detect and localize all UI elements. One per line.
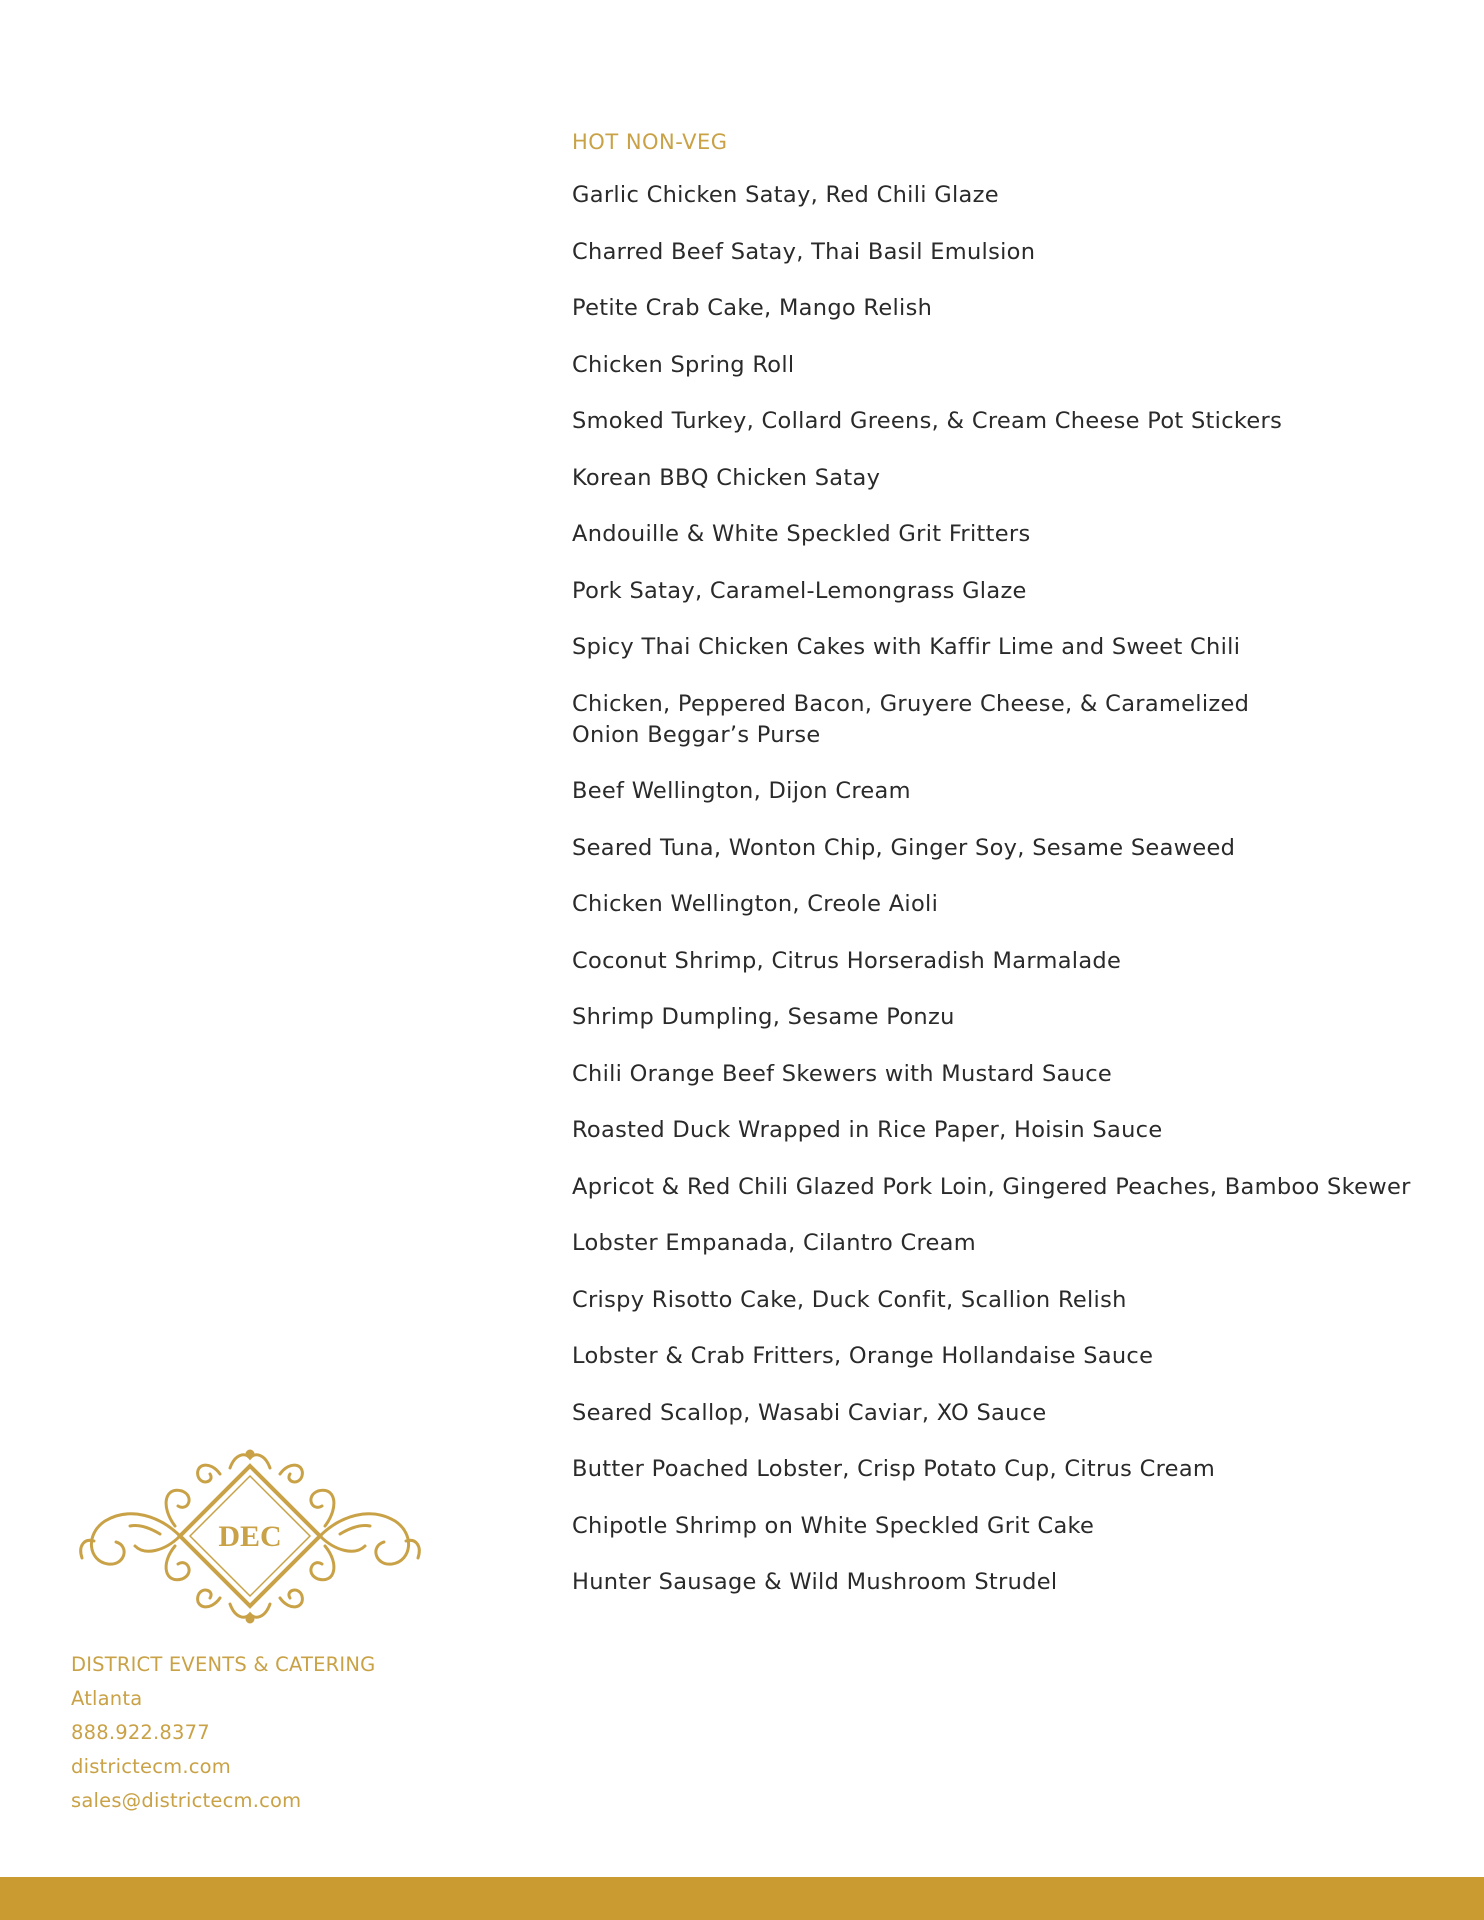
menu-item: Roasted Duck Wrapped in Rice Paper, Hoisin Sauce: [572, 1117, 1163, 1143]
menu-item: Lobster & Crab Fritters, Orange Hollandaise Sauce: [572, 1343, 1154, 1369]
menu-item: Hunter Sausage & Wild Mushroom Strudel: [572, 1569, 1058, 1595]
menu-item: Pork Satay, Caramel-Lemongrass Glaze: [572, 577, 1027, 604]
menu-item-list: [572, 180, 1432, 1598]
menu-item: Chicken Wellington, Creole Aioli: [572, 891, 939, 917]
phone[interactable]: 888.922.8377: [71, 1721, 210, 1744]
website[interactable]: districtecm.com: [71, 1755, 231, 1778]
email[interactable]: sales@districtecm.com: [71, 1789, 302, 1812]
dec-logo: [70, 1446, 430, 1626]
menu-item: Seared Tuna, Wonton Chip, Ginger Soy, Sesame Seaweed: [572, 834, 1236, 861]
menu-item: Beef Wellington, Dijon Cream: [572, 778, 911, 804]
menu-item: Coconut Shrimp, Citrus Horseradish Marmalade: [572, 947, 1122, 974]
menu-item: Butter Poached Lobster, Crisp Potato Cup, Citrus Cream: [572, 1456, 1216, 1482]
menu-item: Seared Scallop, Wasabi Caviar, XO Sauce: [572, 1399, 1047, 1426]
menu-item: Chicken, Peppered Bacon, Gruyere Cheese, & Caramelized Onion Beggar’s Purse: [572, 690, 1250, 748]
menu-item: Smoked Turkey, Collard Greens, & Cream Cheese Pot Stickers: [572, 408, 1283, 434]
menu-item: Garlic Chicken Satay, Red Chili Glaze: [572, 182, 999, 208]
menu-item: Apricot & Red Chili Glazed Pork Loin, Gingered Peaches, Bamboo Skewer: [572, 1173, 1411, 1200]
menu-item: Chicken Spring Roll: [572, 351, 795, 378]
menu-item: Crispy Risotto Cake, Duck Confit, Scallion Relish: [572, 1286, 1127, 1313]
menu-item: Korean BBQ Chicken Satay: [572, 464, 881, 491]
menu-item: Charred Beef Satay, Thai Basil Emulsion: [572, 238, 1036, 265]
menu-item: Spicy Thai Chicken Cakes with Kaffir Lime and Sweet Chili: [572, 634, 1241, 660]
menu-item: Shrimp Dumpling, Sesame Ponzu: [572, 1004, 955, 1030]
menu-item: Chipotle Shrimp on White Speckled Grit Cake: [572, 1512, 1095, 1539]
footer-bar: [0, 1877, 1484, 1920]
city: Atlanta: [71, 1687, 143, 1710]
menu-item: Petite Crab Cake, Mango Relish: [572, 295, 933, 321]
menu-section: [572, 124, 1432, 1624]
ornate-scroll-logo-icon: [70, 1446, 430, 1626]
company-name: DISTRICT EVENTS & CATERING: [71, 1653, 376, 1676]
menu-item: Chili Orange Beef Skewers with Mustard Sauce: [572, 1060, 1113, 1087]
logo-monogram: DEC: [218, 1520, 282, 1553]
menu-item: Lobster Empanada, Cilantro Cream: [572, 1230, 976, 1256]
menu-item: Andouille & White Speckled Grit Fritters: [572, 521, 1031, 547]
contact-block: [71, 1648, 375, 1818]
section-title: HOT NON-VEG: [572, 130, 728, 154]
